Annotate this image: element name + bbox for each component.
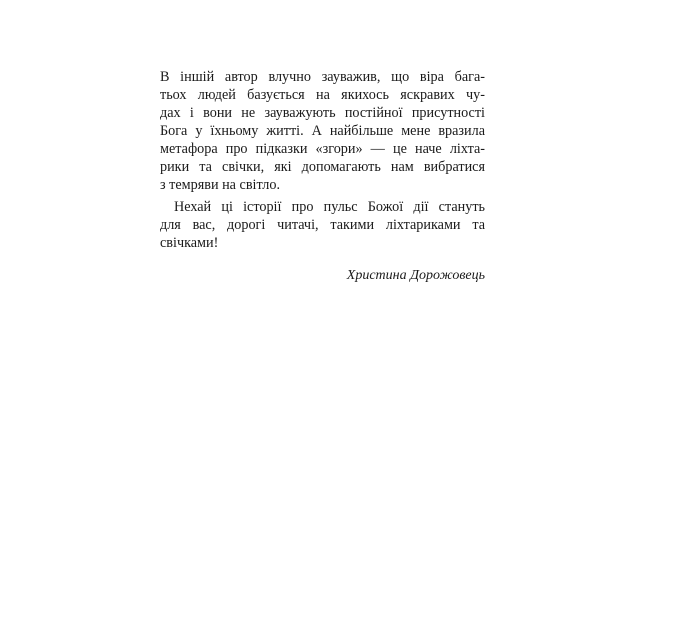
text-line: Нехай ці історії про пульс Божої дії стануть bbox=[174, 199, 485, 215]
paragraph bbox=[160, 68, 485, 194]
text-line: метафора про підказки «згори» — це наче ліхта- bbox=[160, 141, 485, 157]
text-line: тьох людей базується на якихось яскравих чу- bbox=[160, 87, 485, 103]
text-line: дах і вони не зауважують постійної присутності bbox=[160, 105, 485, 121]
text-line: Бога у їхньому житті. А найбільше мене вразила bbox=[160, 123, 485, 139]
text-line: для вас, дорогі читачі, такими ліхтариками та bbox=[160, 217, 485, 233]
text-line: свічками! bbox=[160, 235, 219, 251]
text-line: В іншій автор влучно зауважив, що віра бага- bbox=[160, 69, 485, 85]
text-line: з темряви на світло. bbox=[160, 177, 281, 193]
author-signature: Христина Дорожовець bbox=[346, 268, 485, 283]
body-text bbox=[160, 68, 485, 252]
paragraph bbox=[160, 198, 485, 252]
text-line: рики та свічки, які допомагають нам вибратися bbox=[160, 159, 485, 175]
